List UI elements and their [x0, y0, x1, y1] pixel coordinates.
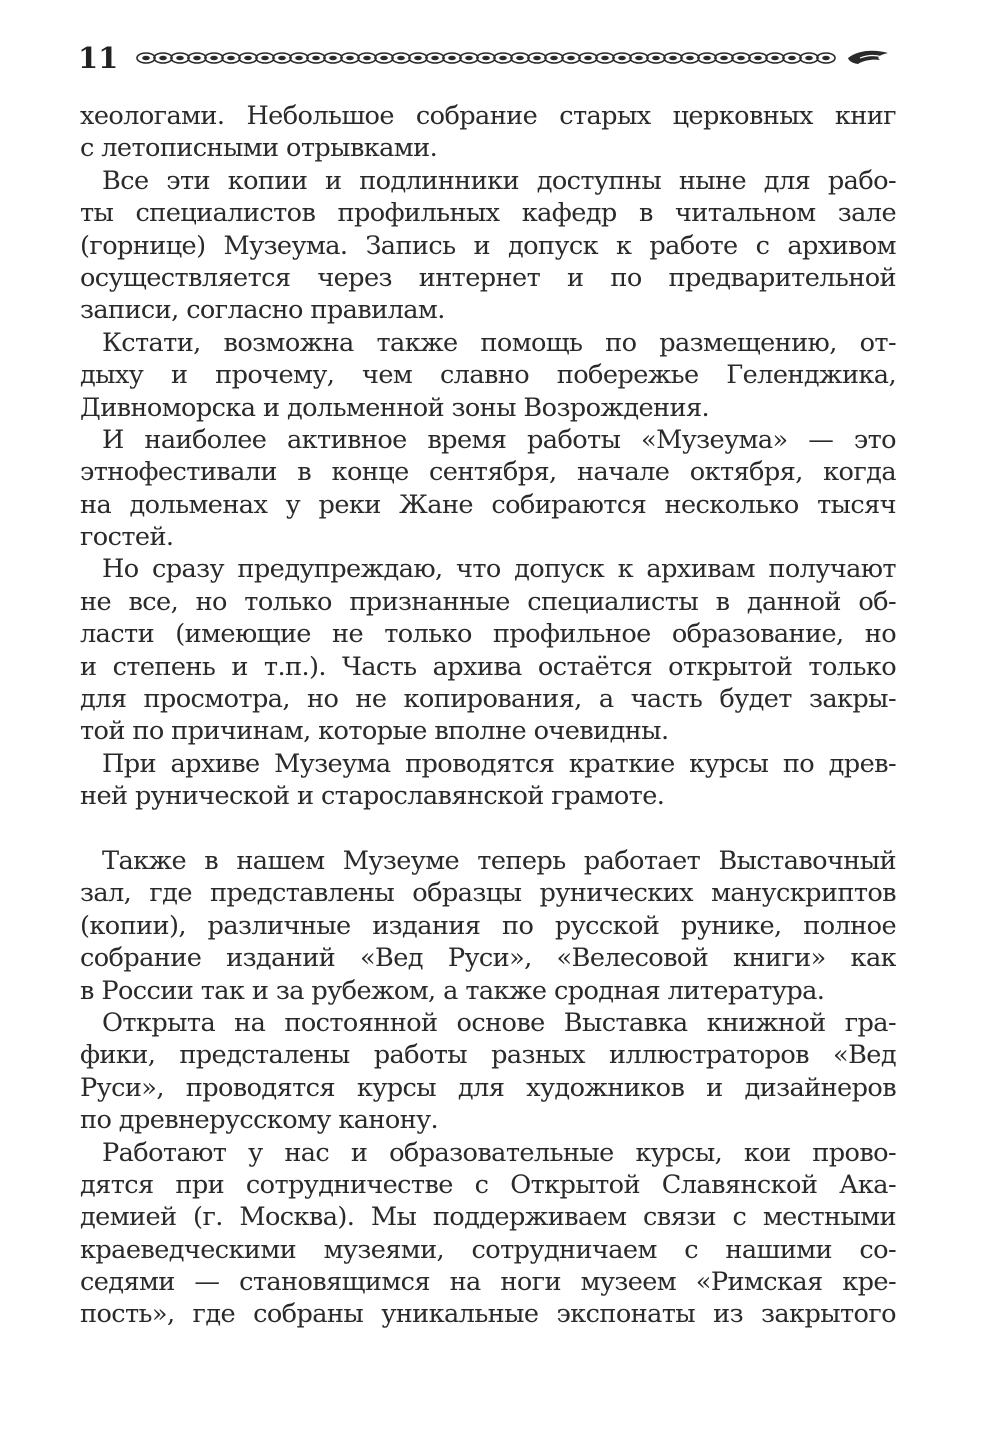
paragraph — [80, 748, 896, 813]
text-line: на дольменах у реки Жане собираются несколько тысяч — [80, 489, 896, 520]
text-line: ты специалистов профильных кафедр в читальном зале — [80, 198, 896, 229]
text-line: Работают у нас и образовательные курсы, кои прово- — [102, 1137, 896, 1168]
text-line: демией (г. Москва). Мы поддерживаем связи с местными — [80, 1202, 896, 1233]
page-header — [78, 38, 896, 78]
text-line: седями — становящимся на ноги музеем «Римская кре- — [80, 1267, 896, 1298]
text-line: Открыта на постоянной основе Выставка книжной гра- — [102, 1007, 896, 1038]
paragraph — [80, 553, 896, 747]
text-line: Кстати, возможна также помощь по размещению, от- — [102, 327, 896, 358]
text-line: Но сразу предупреждаю, что допуск к архивам получают — [102, 554, 896, 585]
paragraph — [80, 845, 896, 1007]
paragraph — [80, 327, 896, 424]
paragraph — [80, 165, 896, 327]
page-number: 11 — [78, 41, 119, 75]
text-line: в России так и за рубежом, а также сродная литература. — [80, 975, 825, 1006]
paragraph — [80, 424, 896, 554]
text-line: (копии), различные издания по русской рунике, полное — [80, 910, 896, 941]
text-line: Все эти копии и подлинники доступны ныне для рабо- — [102, 165, 896, 196]
text-line: пость», где собраны уникальные экспонаты из закрытого — [80, 1299, 896, 1330]
text-line: И наиболее активное время работы «Музеума» — это — [102, 424, 896, 455]
text-line: хеологами. Небольшое собрание старых церковных книг — [80, 101, 896, 131]
text-line: этнофестивали в конце сентября, начале октября, когда — [80, 457, 896, 488]
text-line: ласти (имеющие не только профильное образование, но — [80, 619, 896, 650]
paragraph — [80, 100, 896, 165]
text-line: Руси», проводятся курсы для художников и дизайнеров — [80, 1072, 896, 1103]
text-line: зал, где представлены образцы рунических манускриптов — [80, 878, 896, 909]
text-line: осуществляется через интернет и по предварительной — [80, 262, 896, 293]
text-line: фики, предсталены работы разных иллюстраторов «Вед — [80, 1040, 896, 1071]
text-line: При архиве Музеума проводятся краткие курсы по древ- — [102, 748, 896, 779]
text-line: дятся при сотрудничестве с Открытой Славянской Ака- — [80, 1169, 896, 1200]
paragraph — [80, 1137, 896, 1331]
text-line: с летописными отрывками. — [80, 133, 438, 164]
text-line: записи, согласно правилам. — [80, 295, 445, 326]
text-line: собрание изданий «Вед Руси», «Велесовой книги» как — [80, 943, 896, 974]
text-line: Также в нашем Музеуме теперь работает Выставочный — [102, 845, 896, 876]
paragraph-gap — [80, 813, 896, 845]
text-line: для просмотра, но не копирования, а часть будет закры- — [80, 684, 896, 715]
text-line: (горнице) Музеума. Запись и допуск к работе с архивом — [80, 230, 896, 261]
text-line: и степень и т.п.). Часть архива остаётся открытой только — [80, 651, 896, 682]
text-line: той по причинам, которые вполне очевидны. — [80, 716, 669, 747]
text-line: по древнерусскому канону. — [80, 1105, 439, 1136]
text-line: Дивноморска и дольменной зоны Возрождения. — [80, 392, 710, 423]
text-line: гостей. — [80, 522, 174, 553]
text-line: не все, но только признанные специалисты в данной об- — [80, 586, 896, 617]
text-line: дыху и прочему, чем славно побережье Геленджика, — [80, 360, 896, 391]
paragraph — [80, 1007, 896, 1137]
decorative-rule-ornament-icon — [136, 46, 896, 70]
text-line: краеведческими музеями, сотрудничаем с нашими со- — [80, 1234, 896, 1265]
body-text — [80, 100, 896, 1331]
text-line: ней рунической и старославянской грамоте. — [80, 781, 665, 812]
